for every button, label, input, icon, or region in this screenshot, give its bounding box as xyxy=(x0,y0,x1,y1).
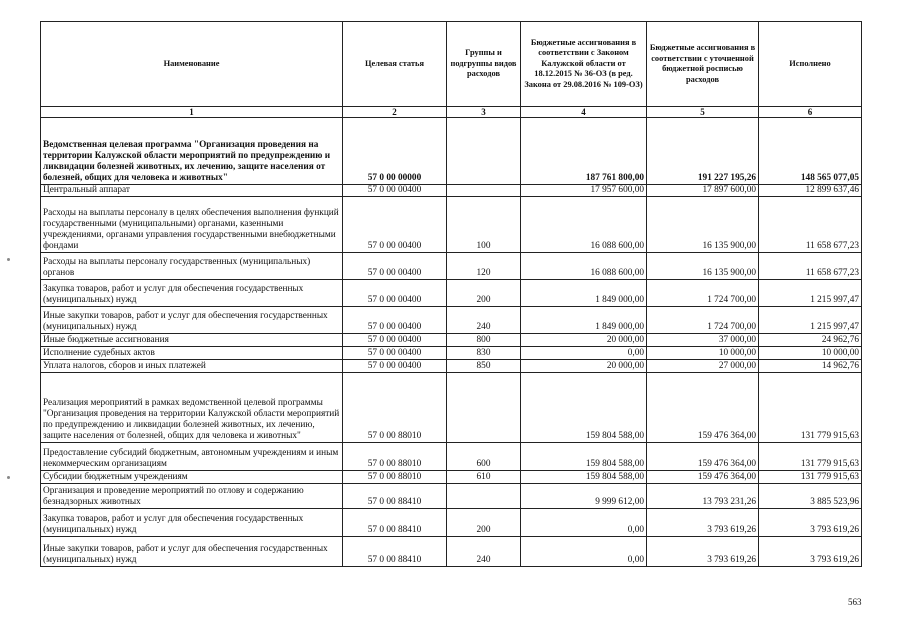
row-name: Предоставление субсидий бюджетным, автономным учреждениям и иным некоммерческим организациям xyxy=(41,443,343,471)
table-row xyxy=(41,509,862,537)
row-law-value: 187 761 800,00 xyxy=(521,118,647,185)
row-executed-value: 11 658 677,23 xyxy=(759,197,862,253)
row-name: Иные закупки товаров, работ и услуг для обеспечения государственных (муниципальных) нужд xyxy=(41,537,343,567)
row-law-value: 9 999 612,00 xyxy=(521,484,647,509)
row-refined-value: 17 897 600,00 xyxy=(647,185,759,197)
row-name: Уплата налогов, сборов и иных платежей xyxy=(41,360,343,373)
row-target-article: 57 0 00 88010 xyxy=(343,373,447,443)
binding-hole-mark xyxy=(7,258,10,261)
row-expense-group: 850 xyxy=(447,360,521,373)
row-law-value: 1 849 000,00 xyxy=(521,280,647,307)
header-law-allocations: Бюджетные ассигнования в соответствии с Законом Калужской области от 18.12.2015 № 36-ОЗ (в ред. Закона от 29.08.2016 № 109-ОЗ) xyxy=(521,22,647,107)
row-name: Иные закупки товаров, работ и услуг для обеспечения государственных (муниципальных) нужд xyxy=(41,307,343,334)
row-expense-group xyxy=(447,484,521,509)
table-row xyxy=(41,334,862,347)
header-executed: Исполнено xyxy=(759,22,862,107)
table-row xyxy=(41,307,862,334)
row-refined-value: 27 000,00 xyxy=(647,360,759,373)
row-law-value: 0,00 xyxy=(521,347,647,360)
row-executed-value: 3 793 619,26 xyxy=(759,537,862,567)
table-row xyxy=(41,253,862,280)
row-law-value: 16 088 600,00 xyxy=(521,253,647,280)
row-refined-value: 159 476 364,00 xyxy=(647,471,759,484)
row-name: Реализация мероприятий в рамках ведомственной целевой программы "Организация проведения на территории Калужской области мероприятий по предупреждению и ликвидации болезней животных, их лечению, защите населения от болезней, общих для человека и животных" xyxy=(41,373,343,443)
row-law-value: 17 957 600,00 xyxy=(521,185,647,197)
row-expense-group: 240 xyxy=(447,307,521,334)
header-row xyxy=(41,22,862,107)
row-law-value: 159 804 588,00 xyxy=(521,471,647,484)
row-refined-value: 16 135 900,00 xyxy=(647,253,759,280)
column-number: 3 xyxy=(447,107,521,118)
row-refined-value: 1 724 700,00 xyxy=(647,280,759,307)
row-target-article: 57 0 00 00000 xyxy=(343,118,447,185)
row-expense-group: 610 xyxy=(447,471,521,484)
row-law-value: 159 804 588,00 xyxy=(521,373,647,443)
row-law-value: 16 088 600,00 xyxy=(521,197,647,253)
row-name: Закупка товаров, работ и услуг для обеспечения государственных (муниципальных) нужд xyxy=(41,509,343,537)
table-row xyxy=(41,373,862,443)
column-number: 4 xyxy=(521,107,647,118)
table-row xyxy=(41,197,862,253)
table-row xyxy=(41,471,862,484)
row-executed-value: 3 885 523,96 xyxy=(759,484,862,509)
header-name: Наименование xyxy=(41,22,343,107)
row-law-value: 20 000,00 xyxy=(521,360,647,373)
row-target-article: 57 0 00 88410 xyxy=(343,509,447,537)
table-row xyxy=(41,443,862,471)
table-row xyxy=(41,185,862,197)
row-name: Ведомственная целевая программа "Организация проведения на территории Калужской области мероприятий по предупреждению и ликвидации болезней животных, их лечению, защите населения от болезней, общих для человека и животных" xyxy=(41,118,343,185)
row-name: Исполнение судебных актов xyxy=(41,347,343,360)
row-refined-value: 1 724 700,00 xyxy=(647,307,759,334)
row-executed-value: 131 779 915,63 xyxy=(759,373,862,443)
header-refined-allocations: Бюджетные ассигнования в соответствии с уточненной бюджетной росписью расходов xyxy=(647,22,759,107)
row-expense-group xyxy=(447,373,521,443)
row-target-article: 57 0 00 88410 xyxy=(343,484,447,509)
row-expense-group: 200 xyxy=(447,509,521,537)
row-refined-value: 191 227 195,26 xyxy=(647,118,759,185)
row-law-value: 1 849 000,00 xyxy=(521,307,647,334)
row-name: Субсидии бюджетным учреждениям xyxy=(41,471,343,484)
row-expense-group xyxy=(447,185,521,197)
row-executed-value: 24 962,76 xyxy=(759,334,862,347)
table-row xyxy=(41,118,862,185)
table-row xyxy=(41,360,862,373)
row-target-article: 57 0 00 00400 xyxy=(343,253,447,280)
column-number: 6 xyxy=(759,107,862,118)
row-executed-value: 11 658 677,23 xyxy=(759,253,862,280)
table-row xyxy=(41,280,862,307)
row-refined-value: 16 135 900,00 xyxy=(647,197,759,253)
row-target-article: 57 0 00 00400 xyxy=(343,280,447,307)
column-number: 2 xyxy=(343,107,447,118)
column-number: 1 xyxy=(41,107,343,118)
table-row xyxy=(41,537,862,567)
row-refined-value: 3 793 619,26 xyxy=(647,509,759,537)
page-number: 563 xyxy=(848,597,862,607)
table-row xyxy=(41,484,862,509)
row-executed-value: 10 000,00 xyxy=(759,347,862,360)
column-number-row xyxy=(41,107,862,118)
row-target-article: 57 0 00 00400 xyxy=(343,360,447,373)
row-law-value: 0,00 xyxy=(521,537,647,567)
row-expense-group: 100 xyxy=(447,197,521,253)
row-law-value: 20 000,00 xyxy=(521,334,647,347)
table-row xyxy=(41,347,862,360)
row-executed-value: 1 215 997,47 xyxy=(759,307,862,334)
row-executed-value: 1 215 997,47 xyxy=(759,280,862,307)
row-target-article: 57 0 00 88010 xyxy=(343,443,447,471)
row-expense-group: 200 xyxy=(447,280,521,307)
row-refined-value: 13 793 231,26 xyxy=(647,484,759,509)
row-executed-value: 12 899 637,46 xyxy=(759,185,862,197)
row-refined-value: 159 476 364,00 xyxy=(647,443,759,471)
row-name: Расходы на выплаты персоналу в целях обеспечения выполнения функций государственными (муниципальными) органами, казенными учреждениями, органами управления государственными внебюджетными фондами xyxy=(41,197,343,253)
row-target-article: 57 0 00 00400 xyxy=(343,307,447,334)
row-expense-group xyxy=(447,118,521,185)
header-expense-groups: Группы и подгруппы видов расходов xyxy=(447,22,521,107)
row-executed-value: 131 779 915,63 xyxy=(759,443,862,471)
row-refined-value: 10 000,00 xyxy=(647,347,759,360)
row-expense-group: 600 xyxy=(447,443,521,471)
row-target-article: 57 0 00 00400 xyxy=(343,347,447,360)
budget-table xyxy=(40,21,862,567)
row-executed-value: 3 793 619,26 xyxy=(759,509,862,537)
binding-hole-mark xyxy=(7,476,10,479)
row-target-article: 57 0 00 00400 xyxy=(343,197,447,253)
row-executed-value: 131 779 915,63 xyxy=(759,471,862,484)
budget-table-sheet xyxy=(40,21,861,567)
row-name: Расходы на выплаты персоналу государственных (муниципальных) органов xyxy=(41,253,343,280)
row-executed-value: 148 565 077,05 xyxy=(759,118,862,185)
row-target-article: 57 0 00 88410 xyxy=(343,537,447,567)
row-executed-value: 14 962,76 xyxy=(759,360,862,373)
row-expense-group: 800 xyxy=(447,334,521,347)
row-expense-group: 830 xyxy=(447,347,521,360)
row-expense-group: 120 xyxy=(447,253,521,280)
column-number: 5 xyxy=(647,107,759,118)
row-name: Организация и проведение мероприятий по отлову и содержанию безнадзорных животных xyxy=(41,484,343,509)
row-refined-value: 3 793 619,26 xyxy=(647,537,759,567)
row-name: Закупка товаров, работ и услуг для обеспечения государственных (муниципальных) нужд xyxy=(41,280,343,307)
row-law-value: 159 804 588,00 xyxy=(521,443,647,471)
row-target-article: 57 0 00 00400 xyxy=(343,185,447,197)
row-refined-value: 37 000,00 xyxy=(647,334,759,347)
row-name: Центральный аппарат xyxy=(41,185,343,197)
row-target-article: 57 0 00 88010 xyxy=(343,471,447,484)
row-target-article: 57 0 00 00400 xyxy=(343,334,447,347)
row-refined-value: 159 476 364,00 xyxy=(647,373,759,443)
row-name: Иные бюджетные ассигнования xyxy=(41,334,343,347)
header-target-article: Целевая статья xyxy=(343,22,447,107)
row-law-value: 0,00 xyxy=(521,509,647,537)
row-expense-group: 240 xyxy=(447,537,521,567)
